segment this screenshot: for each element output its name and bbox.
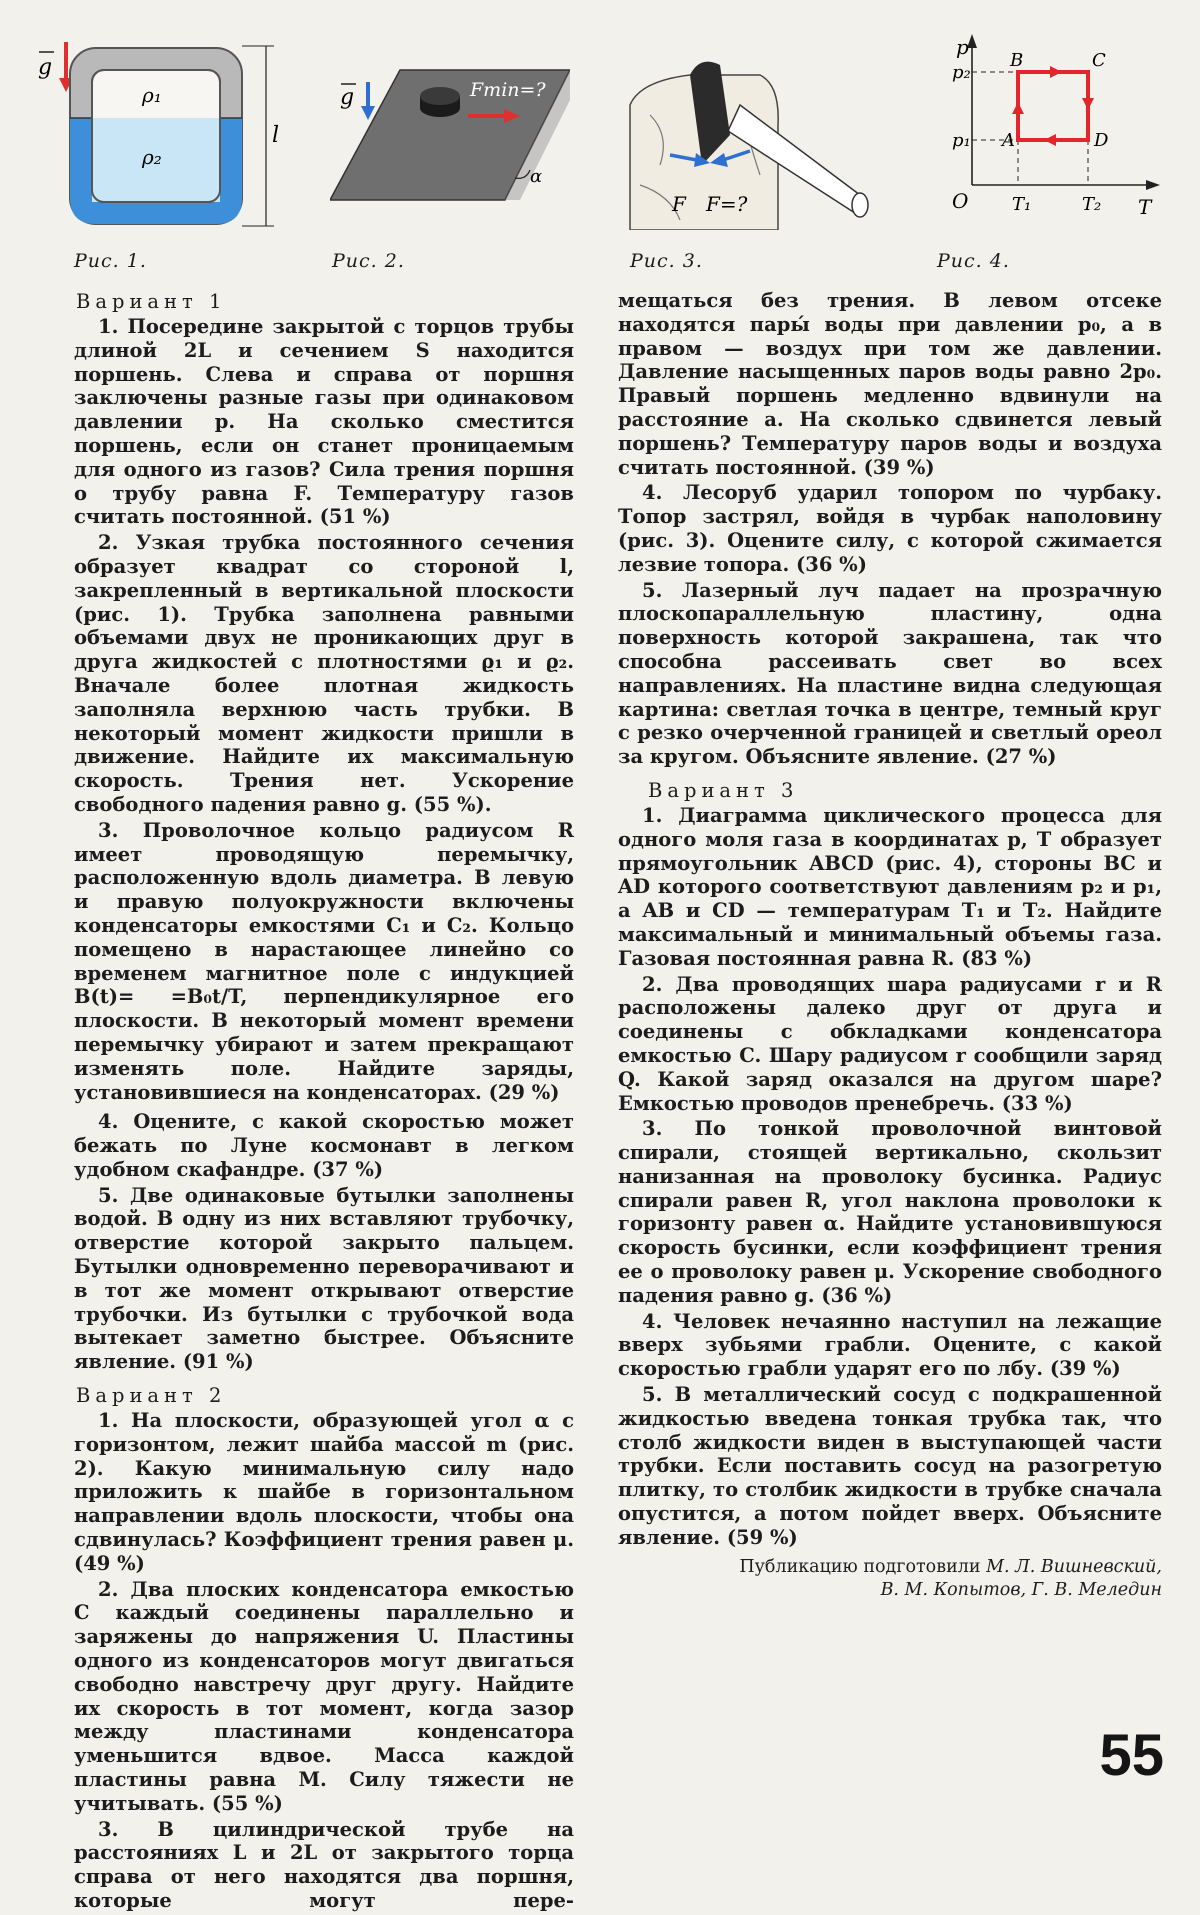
gravity-arrow <box>361 82 375 120</box>
l-label: l <box>272 123 280 148</box>
v2-problem-3-continued: мещаться без трения. В левом отсеке находятся пары́ воды при давлении p₀, а в правом — воздух при том же давлении. Давление насыщенных паров воды равно 2p₀. Правый поршень медленно вдвинули на расстояние a. На сколько сдвинется левый поршень? Температуру паров воды и воздуха считать постоянной. (39 %) <box>618 289 1162 479</box>
point-b-label: B <box>1010 50 1024 71</box>
g-label: g <box>38 55 53 80</box>
alpha-label: α <box>530 166 543 187</box>
figures-row <box>0 0 1200 270</box>
t-axis-label: T <box>1138 195 1152 219</box>
variant-3-heading: Вариант 3 <box>648 778 799 802</box>
p2-label: p₂ <box>952 62 971 83</box>
figure-3 <box>610 45 870 230</box>
cycle-rectangle <box>1018 72 1088 140</box>
point-d-label: D <box>1094 130 1109 151</box>
p1-label: p₁ <box>952 130 971 151</box>
credits <box>618 1556 1162 1602</box>
figure-2 <box>330 60 570 210</box>
rho2-label: ρ₂ <box>142 145 162 169</box>
figure-1 <box>28 30 298 240</box>
page-number: 55 <box>1099 1723 1164 1788</box>
v3-problem-5: 5. В металлический сосуд с подкрашенной жидкостью введена тонкая трубка так, что столб жидкости виден в выступающей части трубки. Если поставить сосуд на разогретую плитку, то столбик жидкости в трубке сначала опустится, а потом пойдет вверх. Объясните явление. (59 %) <box>618 1383 1162 1549</box>
v1-problem-4: 4. Оцените, с какой скоростью может бежать по Луне космонавт в легком удобном скафандре. (37 %) <box>74 1110 574 1181</box>
v3-problem-4: 4. Человек нечаянно наступил на лежащие вверх зубьями грабли. Оцените, с какой скоростью грабли ударят его по лбу. (39 %) <box>618 1309 1162 1381</box>
caption-fig-2: Рис. 2. <box>332 250 405 272</box>
v1-problem-3: 3. Проволочное кольцо радиусом R имеет проводящую перемычку, расположенную вдоль диаметра. В левую и правую полуокружности включены конденсаторы емкостями C₁ и C₂. Кольцо помещено в нарастающее линейно со временем магнитное поле с индукцией B(t)= =B₀t/T, перпендикулярное его плоскости. В некоторый момент времени перемычку убирают и затем прекращают изменять поле. Найдите заряды, установившиеся на конденсаторах. (29 %) <box>74 818 574 1104</box>
point-a-label: A <box>1002 130 1015 151</box>
v1-problem-2: 2. Узкая трубка постоянного сечения образует квадрат со стороной l, закрепленный в вертикальной плоскости (рис. 1). Трубка заполнена равными объемами двух не проникающих друг в друга жидкостей с плотностями ϱ₁ и ϱ₂. Вначале более плотная жидкость заполняла верхнюю часть трубки. В некоторый момент жидкости пришли в движение. Найдите их максимальную скорость. Трения нет. Ускорение свободного падения равно g. (55 %). <box>74 531 574 816</box>
caption-fig-1: Рис. 1. <box>74 250 147 272</box>
v2-problem-1: 1. На плоскости, образующей угол α с горизонтом, лежит шайба массой m (рис. 2). Какую минимальную силу надо приложить к шайбе в горизонтальном направлении вдоль плоскости, чтобы она сдвинулась? Коэффициент трения равен μ. (49 %) <box>74 1409 574 1575</box>
credits-names-2: В. М. Копытов, Г. В. Меледин <box>880 1579 1162 1600</box>
v1-problem-5: 5. Две одинаковые бутылки заполнены водой. В одну из них вставляют трубочку, отверстие которой закрыто пальцем. Бутылки одновременно переворачивают и в тот же момент открывают отверстие трубочки. Из бутылки с трубочкой вода вытекает заметно быстрее. Объясните явление. (91 %) <box>74 1183 574 1374</box>
p-axis-label: p <box>956 35 969 59</box>
right-column <box>618 289 1162 1602</box>
v2-problem-2: 2. Два плоских конденсатора емкостью C каждый соединены параллельно и заряжены до напряжения U. Пластины одного из конденсаторов могут двигаться свободно навстречу друг другу. Найдите их скорость в тот момент, когда зазор между пластинами конденсатора уменьшится вдвое. Масса каждой пластины равна M. Силу тяжести не учитывать. (55 %) <box>74 1577 574 1815</box>
caption-fig-4: Рис. 4. <box>937 250 1010 272</box>
v2-problem-5: 5. Лазерный луч падает на прозрачную плоскопараллельную пластину, одна поверхность которой закрашена, так что способна рассеивать свет во всех направлениях. На пластине видна следующая картина: светлая точка в центре, темный круг с резко очерченной границей и светлый ореол за кругом. Объясните явление. (27 %) <box>618 578 1162 769</box>
figure-4 <box>950 30 1170 230</box>
f-label: F <box>672 192 686 216</box>
point-c-label: C <box>1092 50 1106 71</box>
origin-label: O <box>952 189 969 213</box>
fmin-label: Fmin=? <box>470 79 546 101</box>
t2-label: T₂ <box>1082 194 1102 215</box>
variant-1-heading: Вариант 1 <box>76 290 227 313</box>
v2-problem-4: 4. Лесоруб ударил топором по чурбаку. Топор застрял, войдя в чурбак наполовину (рис. 3). Оцените силу, с которой сжимается лезвие топора. (36 %) <box>618 481 1162 576</box>
left-column <box>74 288 574 1915</box>
v1-problem-1: 1. Посередине закрытой с торцов трубы длиной 2L и сечением S находится поршень. Слева и справа от поршня заключены разные газы при одинаковом давлении p. На сколько сместится поршень, если он станет проницаемым для одного из газов? Сила трения поршня о трубу равна F. Температуру газов считать постоянной. (51 %) <box>74 315 574 529</box>
credits-prefix: Публикацию подготовили <box>739 1556 981 1577</box>
g-label: g <box>340 85 355 110</box>
rho1-label: ρ₁ <box>142 83 162 107</box>
v3-problem-2: 2. Два проводящих шара радиусами r и R расположены далеко друг от друга и соединены с обкладками конденсатора емкостью C. Шару радиусом r сообщили заряд Q. Какой заряд оказался на другом шаре? Емкостью проводов пренебречь. (33 %) <box>618 972 1162 1115</box>
v2-problem-3-start: 3. В цилиндрической трубе на расстояниях L и 2L от закрытого торца справа от него находятся два поршня, которые могут пере- <box>74 1817 575 1912</box>
v3-problem-1: 1. Диаграмма циклического процесса для одного моля газа в координатах p, T образует прямоугольник ABCD (рис. 4), стороны BC и AD которого соответствуют давлениям p₂ и p₁, а AB и CD — температурам T₁ и T₂. Найдите максимальный и минимальный объемы газа. Газовая постоянная равна R. (83 %) <box>618 803 1162 970</box>
variant-2-heading: Вариант 2 <box>76 1384 227 1408</box>
credits-names-1: М. Л. Вишневский, <box>986 1556 1162 1577</box>
t1-label: T₁ <box>1012 194 1032 215</box>
caption-fig-3: Рис. 3. <box>630 250 703 272</box>
f-unknown-label: F=? <box>706 192 748 216</box>
v3-problem-3: 3. По тонкой проволочной винтовой спирали, стоящей вертикально, скользит нанизанная на проволоку бусинка. Радиус спирали равен R, угол наклона проволоки к горизонту равен α. Найдите установившуюся скорость бусинки, если коэффициент трения ее о проволоку равен μ. Ускорение свободного падения равно g. (36 %) <box>618 1117 1162 1307</box>
